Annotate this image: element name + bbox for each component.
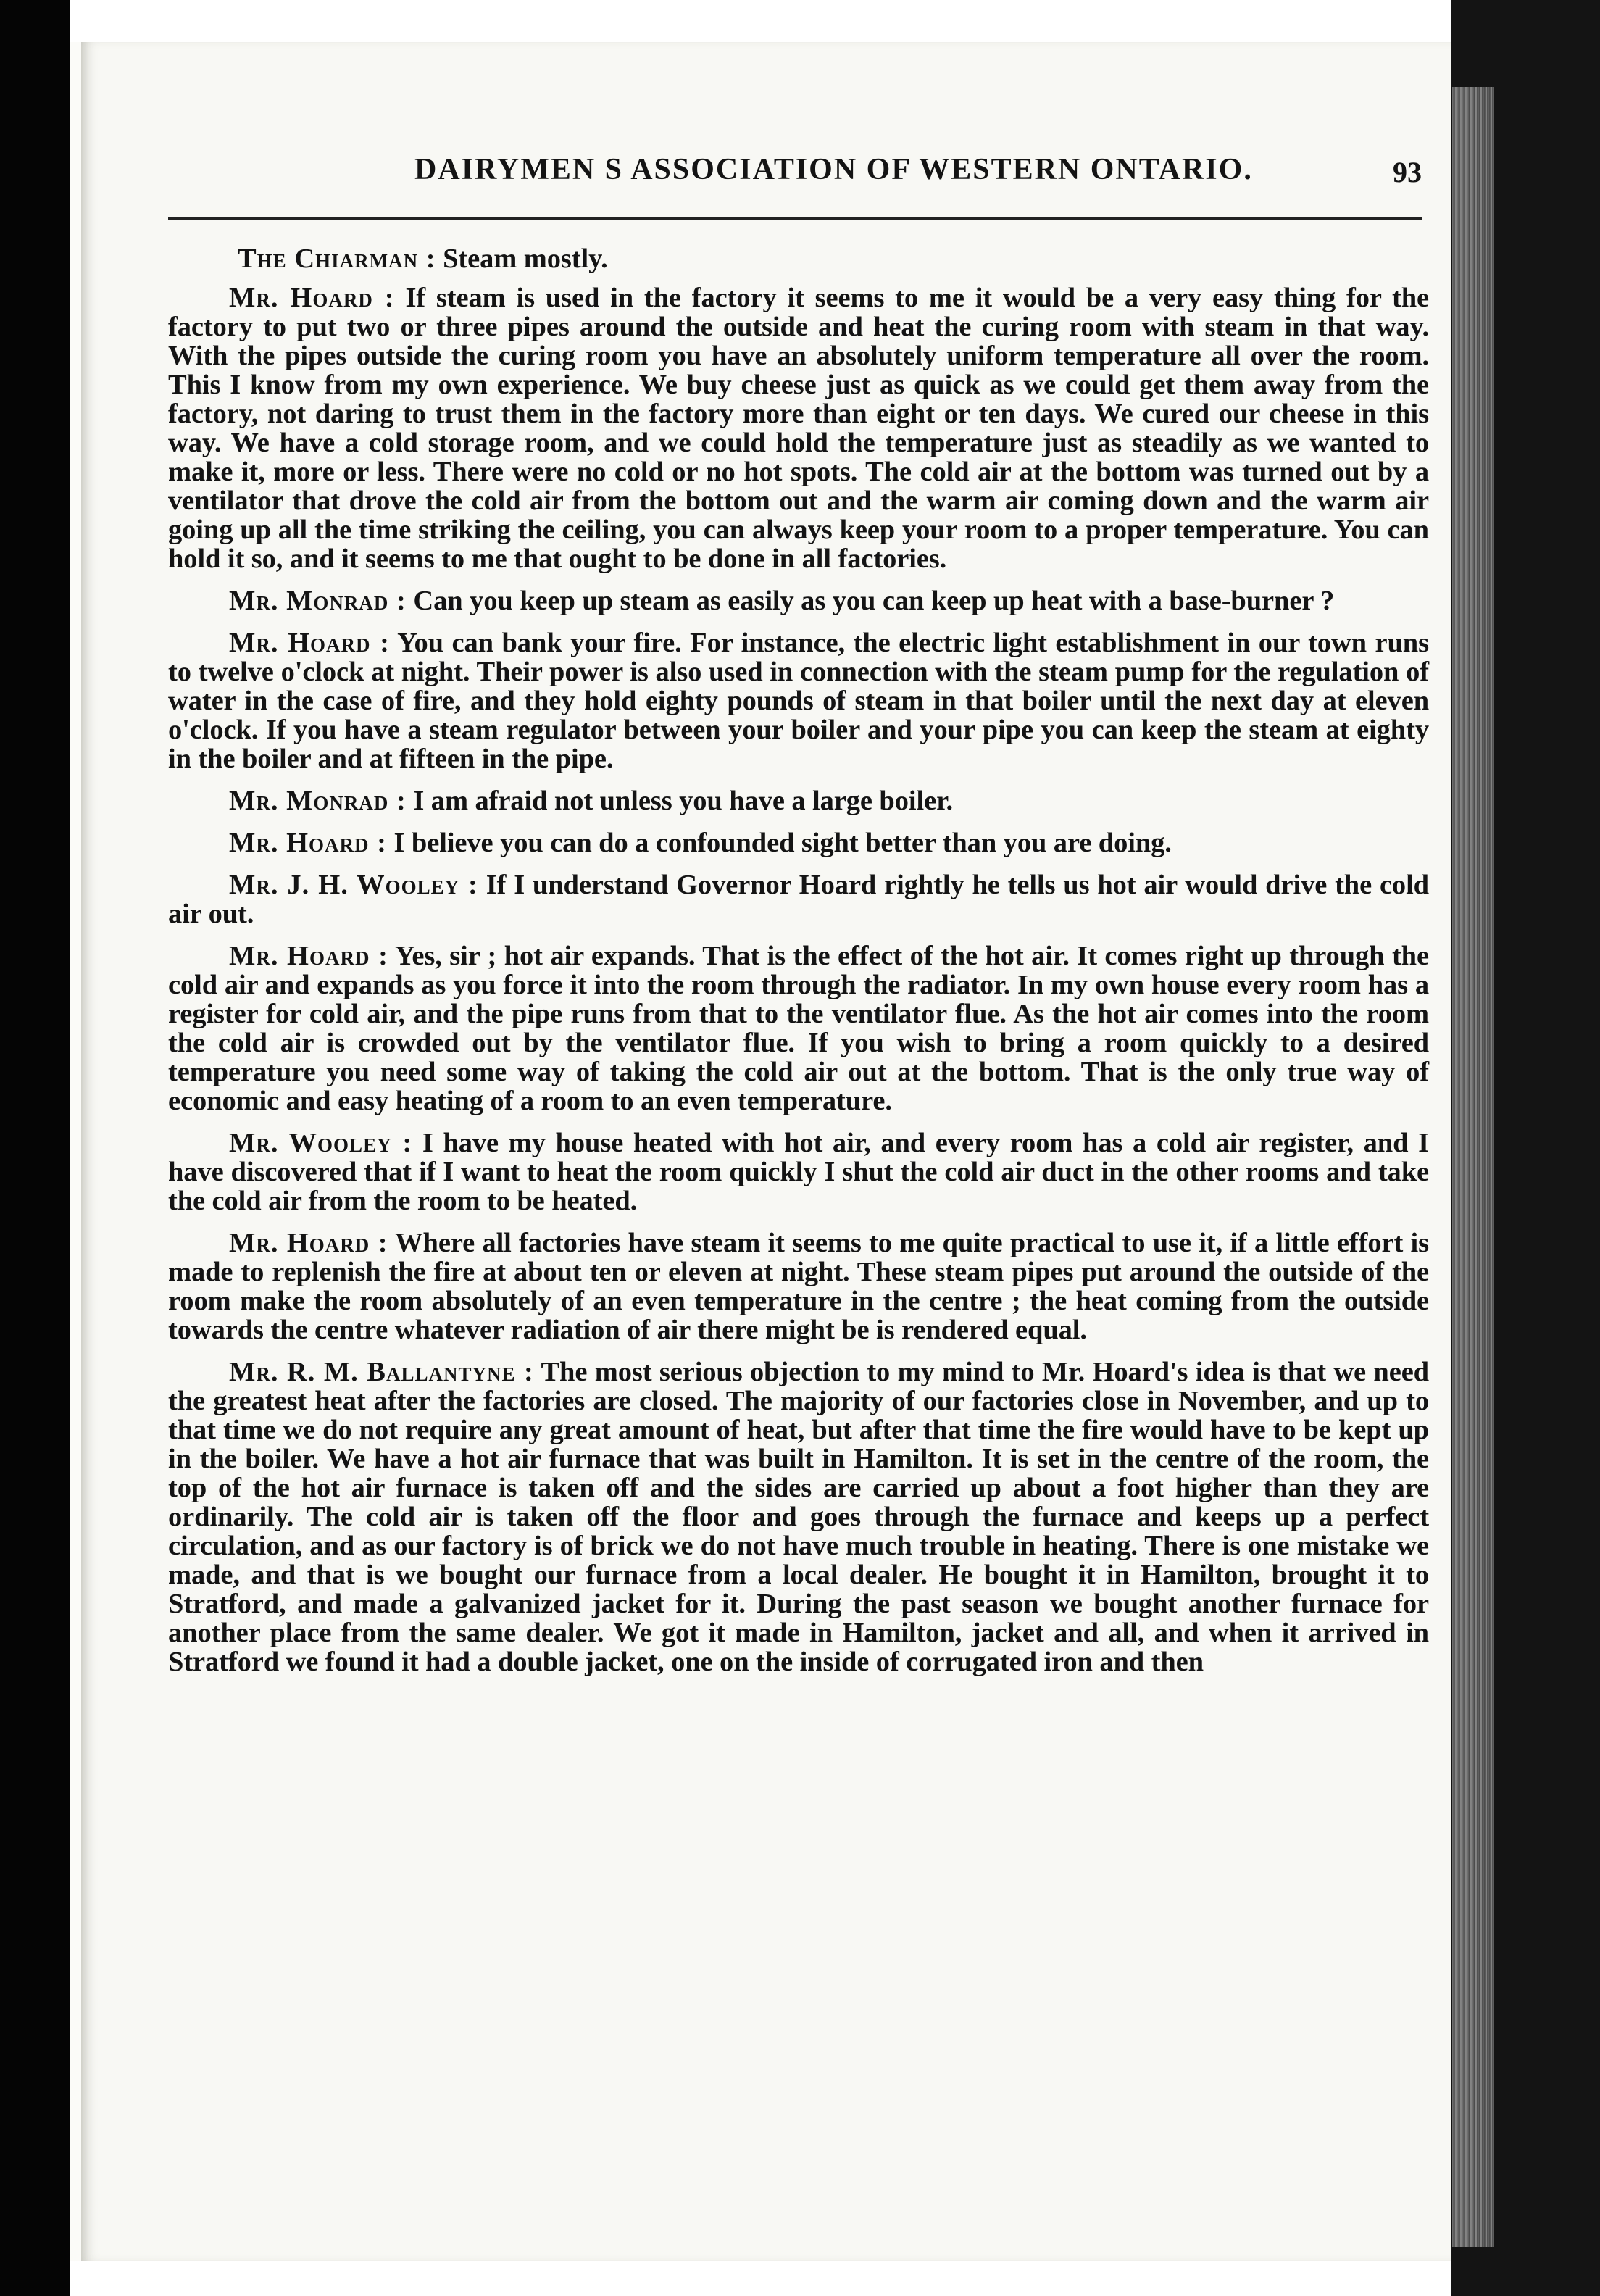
paragraph [168,1228,1429,1344]
paragraph [168,283,1429,573]
paragraph [168,628,1429,773]
speaker-name: Mr. Hoard : [229,828,387,858]
page-content [168,152,1429,1689]
paragraph [168,244,1429,273]
running-title: DAIRYMEN S ASSOCIATION OF WESTERN ONTARIO. [414,153,1253,186]
header-rule [168,217,1422,220]
paragraph-text: You can bank your fire. For instance, the electric light establishment in our town runs to twelve o'clock at night. Their power is also used in connection with the steam pump for the regulation of water in the case of fire, and they hold eighty pounds of steam in that boiler until the next day at eleven o'clock. If you have a steam regulator between your boiler and your pipe you can keep the steam at eighty in the boiler and at fifteen in the pipe. [168,628,1429,774]
scan-margin-bottom [70,2261,1451,2296]
speaker-name: Mr. J. H. Wooley : [229,870,478,900]
paragraph [168,828,1429,857]
speaker-name: Mr. R. M. Ballantyne : [229,1357,534,1387]
paragraph [168,870,1429,928]
page-number: 93 [1393,156,1422,188]
speaker-name: Mr. Hoard : [229,941,388,971]
paragraph-text: If I understand Governor Hoard rightly he tells us hot air would drive the cold air out. [168,870,1429,929]
paragraph-text: Can you keep up steam as easily as you can keep up heat with a base-burner ? [406,586,1335,616]
paragraph [168,941,1429,1115]
scan-margin-top [70,0,1451,42]
paragraph [168,1128,1429,1215]
paragraph [168,786,1429,815]
speaker-name: Mr. Hoard : [229,1228,388,1258]
speaker-name: The Chiarman : [238,244,436,274]
speaker-name: Mr. Wooley : [229,1128,413,1158]
speaker-name: Mr. Monrad : [229,786,407,816]
paragraph-text: Steam mostly. [436,244,608,274]
paragraph-text: Yes, sir ; hot air expands. That is the effect of the hot air. It comes right up through the cold air and expands as you force it into the room through the radiator. In my own house every room has a register for cold air, and the pipe runs from that to the ventilator flue. As the hot air comes into the room the cold air is crowded out by the ventilator flue. If you wish to bring a room quickly to a desired temperature you need some way of taking the cold air out at the bottom. That is the only true way of economic and easy heating of a room to an even temperature. [168,941,1429,1116]
speaker-name: Mr. Hoard : [229,628,390,658]
speaker-name: Mr. Monrad : [229,586,407,616]
paragraph-text: If steam is used in the factory it seems to me it would be a very easy thing for the factory to put two or three pipes around the outside and heat the curing room with steam in that way. With the pipes outside the curing room you have an absolutely uniform temperature all over the room. This I know from my own experience. We buy cheese just as quick as we could get them away from the factory, not daring to trust them in the factory more than eight or ten days. We cured our cheese in this way. We have a cold storage room, and we could hold the temperature just as steadily as we wanted to make it, more or less. There were no cold or no hot spots. The cold air at the bottom was turned out by a ventilator that drove the cold air from the bottom out and the warm air coming down and the warm air going up all the time striking the ceiling, you can always keep your room to a proper temperature. You can hold it so, and it seems to me that ought to be done in all factories. [168,283,1429,574]
paragraph [168,586,1429,615]
paragraph [168,1357,1429,1676]
paragraph-text: The most serious objection to my mind to Mr. Hoard's idea is that we need the greatest heat after the factories are closed. The majority of our factories close in November, and up to that time we do not require any great amount of heat, but after that time the fire would have to be kept up in the boiler. We have a hot air furnace that was built in Hamilton. It is set in the centre of the room, the top of the hot air furnace is taken off and the sides are carried up about a foot higher than they are ordinarily. The cold air is taken off the floor and goes through the furnace and keeps up a perfect circulation, and as our factory is of brick we do not have much trouble in heating. There is one mistake we made, and that is we bought our furnace from a local dealer. He bought it in Hamilton, brought it to Stratford, and made a galvanized jacket for it. During the past season we bought another furnace for another place from the same dealer. We got it made in Hamilton, jacket and all, and when it arrived in Stratford we found it had a double jacket, one on the inside of corrugated iron and then [168,1357,1429,1677]
scan-margin-left [0,0,70,2296]
book-page-edges [1452,87,1494,2247]
paragraph-text: I have my house heated with hot air, and every room has a cold air register, and I have discovered that if I want to heat the room quickly I shut the cold air duct in the other rooms and take the cold air from the room to be heated. [168,1128,1429,1216]
speaker-name: Mr. Hoard : [229,283,395,313]
running-head [168,152,1422,217]
paragraph-text: I am afraid not unless you have a large boiler. [406,786,954,816]
paragraph-text: Where all factories have steam it seems to me quite practical to use it, if a little effort is made to replenish the fire at about ten or eleven at night. These steam pipes put around the outside of the room make the room absolutely of an even temperature in the centre ; the heat coming from the outside towards the centre whatever radiation of air there might be is rendered equal. [168,1228,1429,1345]
paragraph-text: I believe you can do a confounded sight better than you are doing. [386,828,1172,858]
